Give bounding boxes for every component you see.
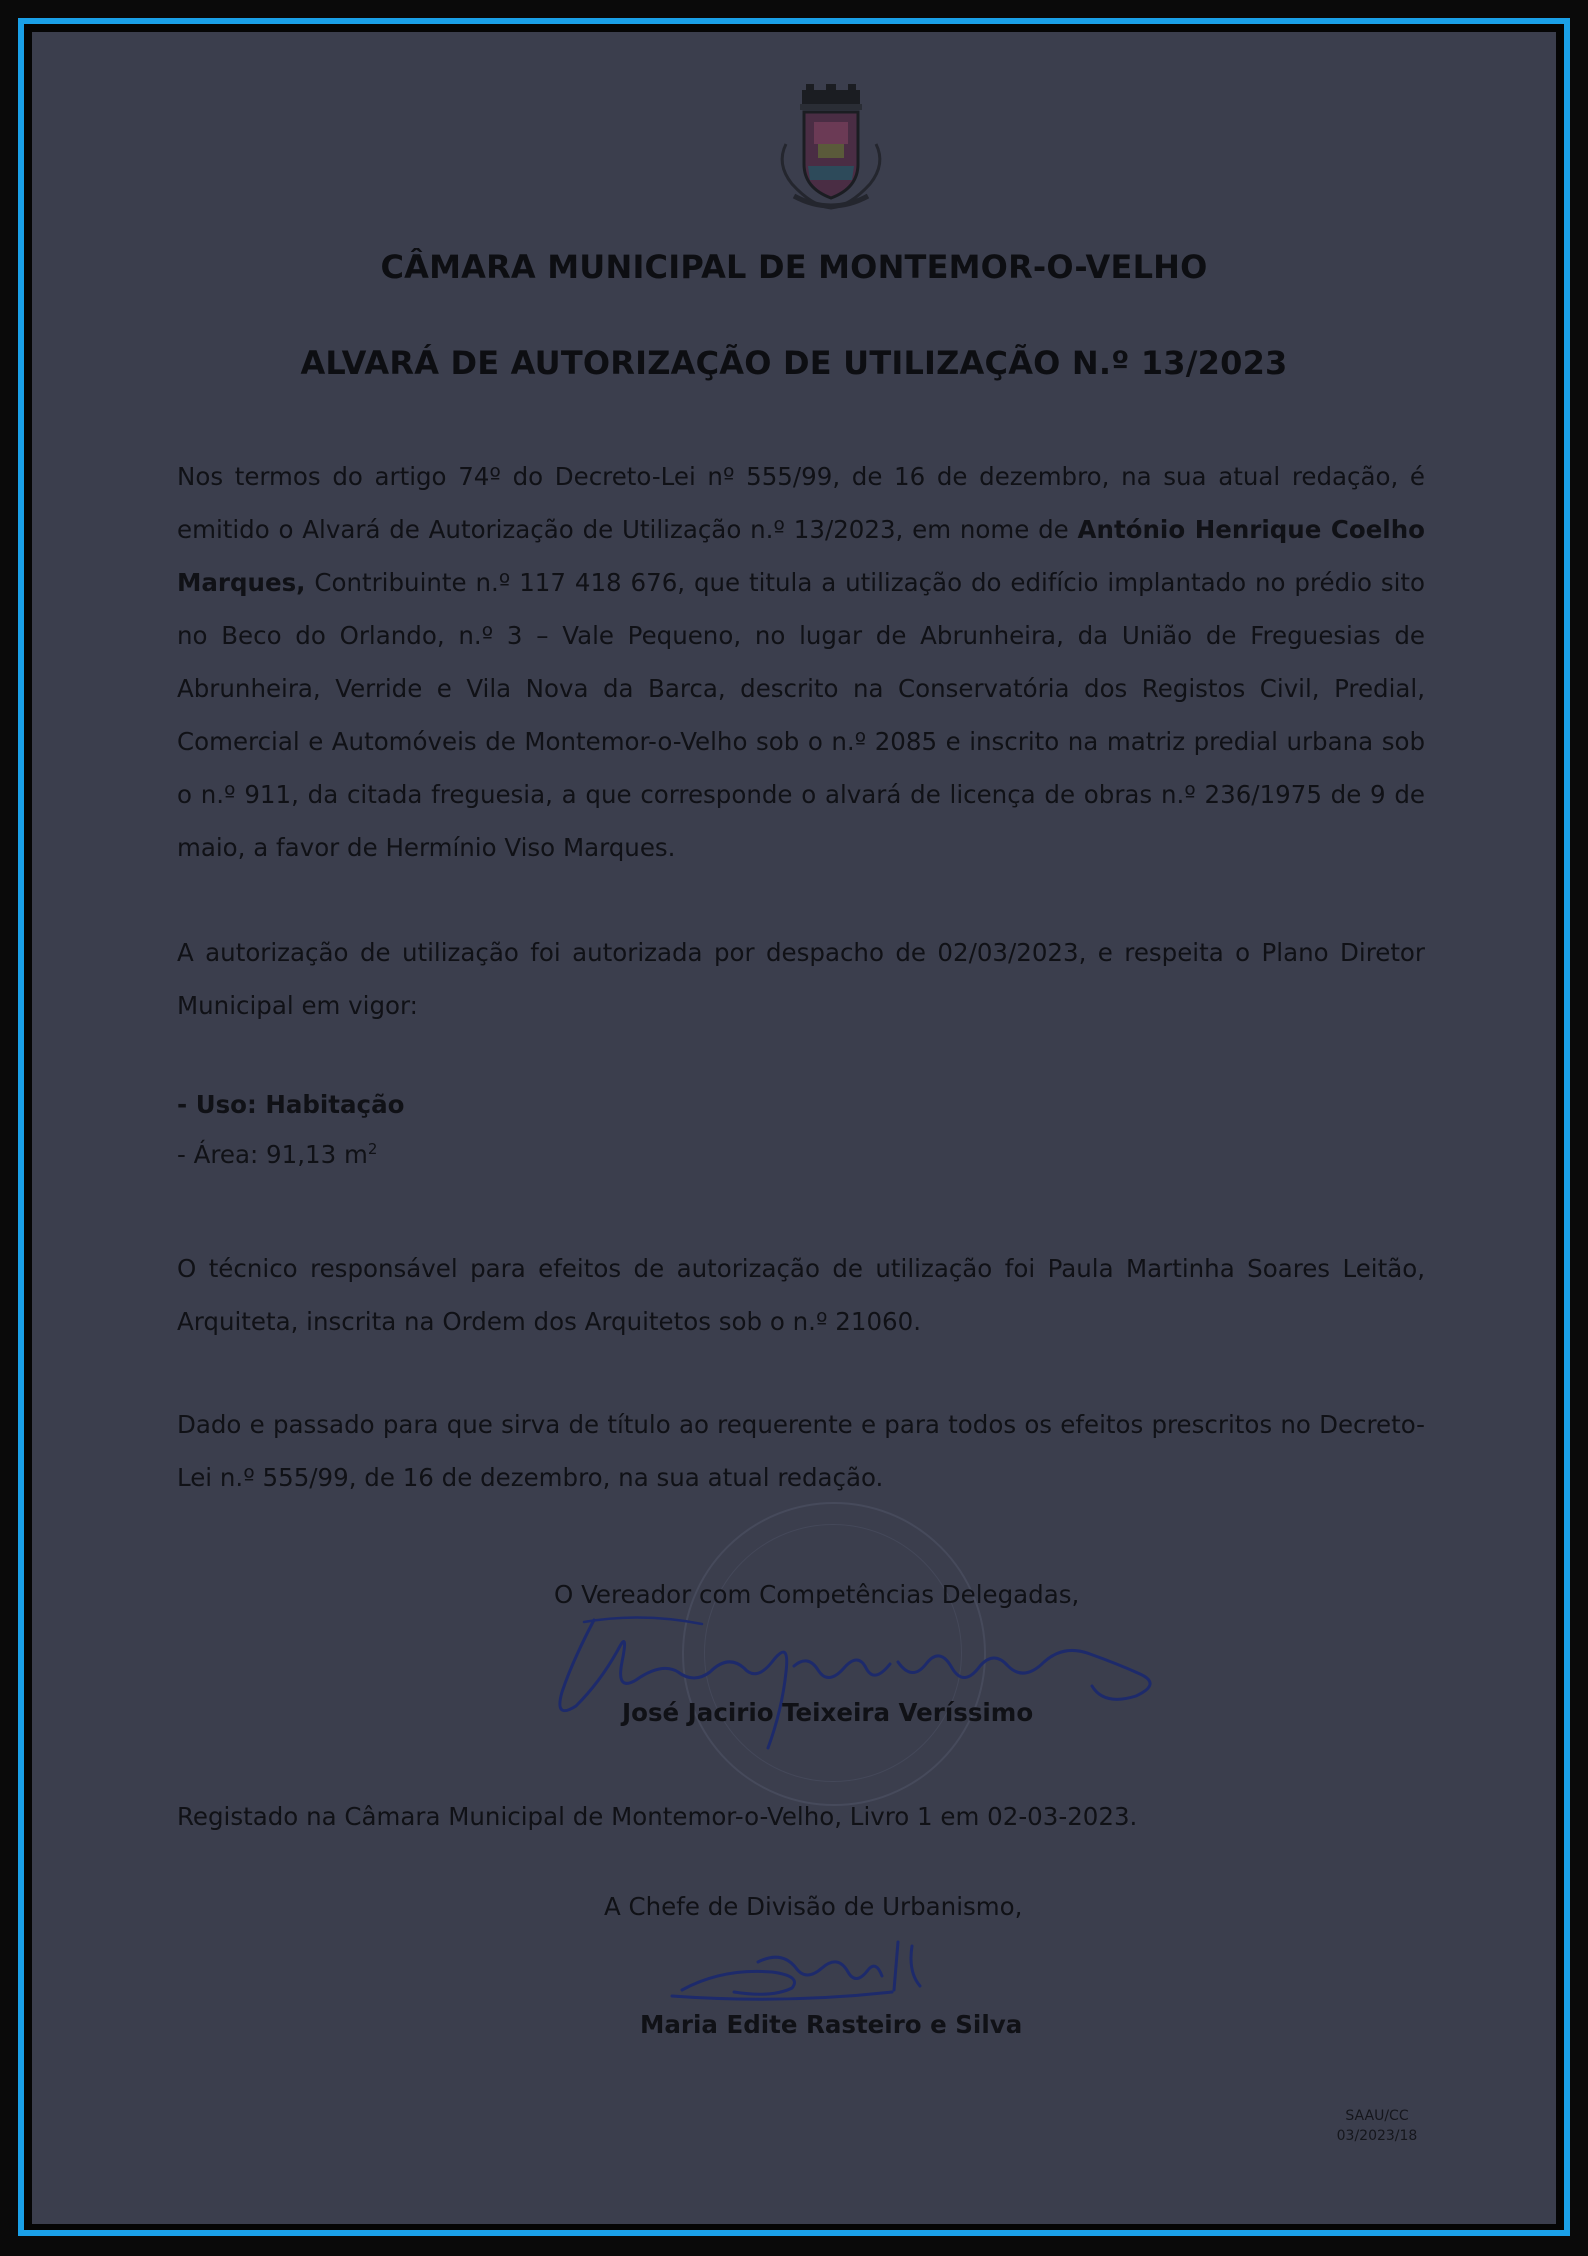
document-title: ALVARÁ DE AUTORIZAÇÃO DE UTILIZAÇÃO N.º 13/2023 bbox=[300, 344, 1288, 382]
signatory1-name: José Jacirio Teixeira Veríssimo bbox=[622, 1698, 1034, 1727]
area-superscript: 2 bbox=[367, 1140, 378, 1158]
reference-code bbox=[1322, 2106, 1432, 2146]
signature-2 bbox=[662, 1932, 962, 2012]
signatory1-role: O Vereador com Competências Delegadas, bbox=[554, 1580, 1080, 1609]
document-page bbox=[32, 32, 1556, 2224]
institution-heading: CÂMARA MUNICIPAL DE MONTEMOR-O-VELHO bbox=[380, 248, 1208, 286]
reference-line-2: 03/2023/18 bbox=[1336, 2128, 1418, 2144]
area-line bbox=[177, 1140, 377, 1169]
registration-line: Registado na Câmara Municipal de Montemor-o-Velho, Livro 1 em 02-03-2023. bbox=[177, 1802, 1138, 1831]
holder-name: António Henrique Coelho Marques, bbox=[177, 515, 1425, 597]
signatory2-name: Maria Edite Rasteiro e Silva bbox=[640, 2010, 1023, 2039]
main-paragraph-part2: Contribuinte n.º 117 418 676, que titula a utilização do edifício implantado no prédio sito no Beco do Orlando, n.º 3 – Vale Pequeno, no lugar de Abrunheira, da União de Freguesias de Abrunheira, Verride e Vila Nova da Barca, descrito na Conservatória dos Registos Civil, Predial, Comercial e Automóveis de Montemor-o-Velho sob o n.º 2085 e inscrito na matriz predial urbana sob o n.º 911, da citada freguesia, a que corresponde o alvará de licença de obras n.º 236/1975 de 9 de maio, a favor de Hermínio Viso Marques. bbox=[177, 568, 1425, 862]
technician-paragraph: O técnico responsável para efeitos de autorização de utilização foi Paula Martinha Soares Leitão, Arquiteta, inscrita na Ordem dos Arquitetos sob o n.º 21060. bbox=[177, 1254, 1425, 1336]
closing-paragraph: Dado e passado para que sirva de título ao requerente e para todos os efeitos prescritos no Decreto-Lei n.º 555/99, de 16 de dezembro, na sua atual redação. bbox=[177, 1410, 1425, 1492]
main-paragraph-part1: Nos termos do artigo 74º do Decreto-Lei nº 555/99, de 16 de dezembro, na sua atual redação, é emitido o Alvará de Autorização de Utilização n.º 13/2023, em nome de bbox=[177, 462, 1425, 544]
seal-stamp-inner-ring bbox=[704, 1524, 962, 1782]
reference-line-1: SAAU/CC bbox=[1345, 2108, 1409, 2124]
signatory2-role: A Chefe de Divisão de Urbanismo, bbox=[604, 1892, 1023, 1921]
municipal-crest-icon bbox=[772, 84, 890, 216]
use-line: - Uso: Habitação bbox=[177, 1090, 405, 1119]
seal-stamp bbox=[682, 1502, 986, 1806]
authorization-paragraph: A autorização de utilização foi autorizada por despacho de 02/03/2023, e respeita o Plano Diretor Municipal em vigor: bbox=[177, 938, 1425, 1020]
main-paragraph bbox=[177, 450, 1425, 874]
area-text: - Área: 91,13 m bbox=[177, 1140, 368, 1170]
